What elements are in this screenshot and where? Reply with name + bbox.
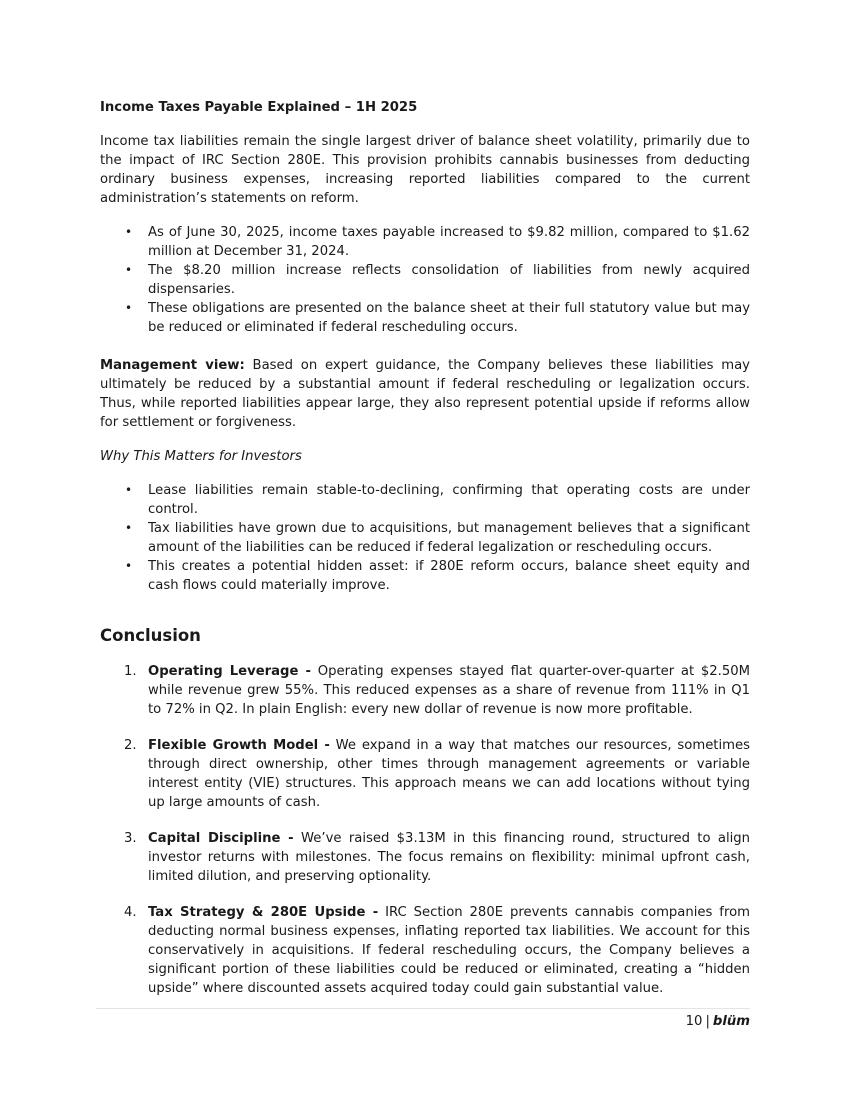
list-item: • The $8.20 million increase reflects consolidation of liabilities from newly acquired dispensaries. bbox=[100, 261, 750, 299]
page-number: 10 bbox=[685, 1014, 703, 1029]
investors-heading: Why This Matters for Investors bbox=[100, 449, 302, 464]
footer-separator: | bbox=[705, 1014, 710, 1029]
conclusion-item bbox=[100, 829, 750, 886]
item-text: We’ve raised $3.13M in this financing round, structured to align investor returns with milestones. The focus remains on flexibility: minimal upfront cash, limited dilution, and preserving optionality. bbox=[148, 831, 751, 884]
management-view-text: Based on expert guidance, the Company believes these liabilities may ultimately be reduced by a substantial amount if federal rescheduling or legalization occurs. Thus, while reported liabilities appear large, they also represent potential upside if reforms allow for settlement or forgiveness. bbox=[100, 358, 750, 430]
item-text: Operating expenses stayed flat quarter-over-quarter at $2.50M while revenue grew 55%. This reduced expenses as a share of revenue from 111% in Q1 to 72% in Q2. In plain English: every new dollar of revenue is now more profitable. bbox=[148, 664, 750, 717]
conclusion-item bbox=[100, 736, 750, 812]
income-taxes-heading: Income Taxes Payable Explained – 1H 2025 bbox=[100, 100, 418, 115]
footer-divider bbox=[96, 1008, 750, 1009]
item-number: 2. bbox=[124, 738, 137, 753]
list-item: • Lease liabilities remain stable-to-declining, confirming that operating costs are under control. bbox=[100, 481, 750, 519]
conclusion-item bbox=[100, 903, 750, 998]
item-number: 3. bbox=[124, 831, 137, 846]
item-title: Tax Strategy & 280E Upside - bbox=[148, 905, 379, 920]
item-text: We expand in a way that matches our resources, sometimes through direct ownership, other times through management agreements or variable interest entity (VIE) structures. This approach means we can add locations without tying up large amounts of cash. bbox=[148, 738, 750, 810]
item-title: Flexible Growth Model - bbox=[148, 738, 330, 753]
income-taxes-intro: Income tax liabilities remain the single largest driver of balance sheet volatility, primarily due to the impact of IRC Section 280E. This provision prohibits cannabis businesses from deducting ordinary business expenses, increasing reported liabilities compared to the current administration’s statements on reform. bbox=[100, 134, 750, 206]
item-title: Capital Discipline - bbox=[148, 831, 294, 846]
investors-bullet-list bbox=[100, 481, 750, 595]
list-item: • Tax liabilities have grown due to acquisitions, but management believes that a significant amount of the liabilities can be reduced if federal legalization or rescheduling occurs. bbox=[100, 519, 750, 557]
item-number: 4. bbox=[124, 905, 137, 920]
page-footer bbox=[686, 1012, 750, 1031]
conclusion-list bbox=[100, 662, 750, 998]
item-title: Operating Leverage - bbox=[148, 664, 312, 679]
income-taxes-bullet-list bbox=[100, 223, 750, 337]
item-number: 1. bbox=[124, 664, 137, 679]
management-view-label: Management view: bbox=[100, 358, 245, 373]
management-view-paragraph bbox=[100, 356, 750, 432]
conclusion-item bbox=[100, 662, 750, 719]
brand-logo: blüm bbox=[712, 1014, 750, 1029]
conclusion-heading: Conclusion bbox=[100, 626, 201, 645]
item-text: IRC Section 280E prevents cannabis companies from deducting normal business expenses, inflating reported tax liabilities. We account for this conservatively in acquisitions. If federal rescheduling occurs, the Company believes a significant portion of these liabilities could be reduced or eliminated, creating a “hidden upside” where discounted assets acquired today could gain substantial value. bbox=[148, 905, 750, 996]
document-page bbox=[100, 98, 750, 1015]
list-item: • As of June 30, 2025, income taxes payable increased to $9.82 million, compared to $1.62 million at December 31, 2024. bbox=[100, 223, 750, 261]
list-item: • These obligations are presented on the balance sheet at their full statutory value but may be reduced or eliminated if federal rescheduling occurs. bbox=[100, 299, 750, 337]
list-item: • This creates a potential hidden asset: if 280E reform occurs, balance sheet equity and cash flows could materially improve. bbox=[100, 557, 750, 595]
